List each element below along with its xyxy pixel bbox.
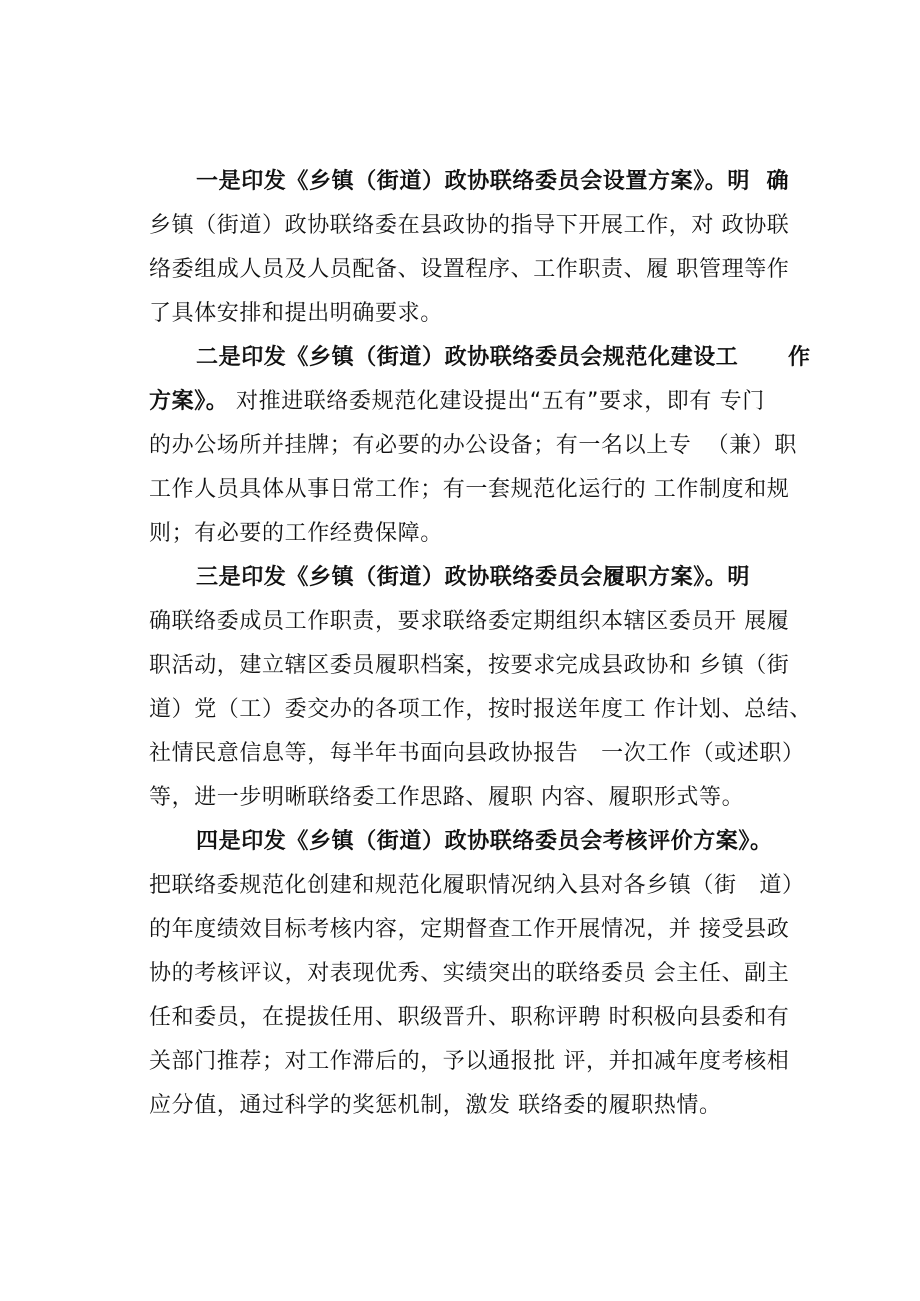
section-2-heading-line-1: 二是印发《乡镇（街道）政协联络委员会规范化建设工 作 [196, 345, 811, 370]
section-2-body-line-4: 则；有必要的工作经费保障。 [149, 521, 443, 546]
section-3-heading-line-1: 三是印发《乡镇（街道）政协联络委员会履职方案》。明 [196, 565, 751, 590]
section-4-heading-line-1: 四是印发《乡镇（街道）政协联络委员会考核评价方案》。 [196, 829, 773, 854]
section-3-body-line-1: 确联络委成员工作职责，要求联络委定期组织本辖区委员开 展履 [149, 609, 790, 634]
section-4-body-line-6: 应分值，通过科学的奖惩机制，激发 联络委的履职热情。 [149, 1093, 722, 1118]
section-4-body-line-4: 任和委员，在提拔任用、职级晋升、职称评聘 时积极向县委和有 [149, 1005, 790, 1030]
section-2-heading-line-2: 方案》。 [149, 389, 229, 414]
section-2-body-line-2: 的办公场所并挂牌；有必要的办公设备；有一名以上专 （兼）职 [149, 433, 797, 458]
section-1-body-line-2: 络委组成人员及人员配备、设置程序、工作职责、履 职管理等作 [149, 257, 790, 282]
section-4-body-line-2: 的年度绩效目标考核内容，定期督查工作开展情况，并 接受县政 [149, 917, 790, 942]
section-4-body-line-1: 把联络委规范化创建和规范化履职情况纳入县对各乡镇（街 道） [149, 873, 805, 898]
section-3-body-line-4: 社情民意信息等，每半年书面向县政协报告 一次工作（或述职） [149, 741, 805, 766]
section-1-body-line-1: 乡镇（街道）政协联络委在县政协的指导下开展工作，对 政协联 [149, 213, 790, 238]
section-2-body-line-3: 工作人员具体从事日常工作；有一套规范化运行的 工作制度和规 [149, 477, 790, 502]
section-1-heading-line-1: 一是印发《乡镇（街道）政协联络委员会设置方案》。明 确 [196, 169, 790, 194]
section-2-body-line-1: 对推进联络委规范化建设提出“五有”要求，即有 专门 [236, 389, 765, 414]
section-3-body-line-2: 职活动，建立辖区委员履职档案，按要求完成县政协和 乡镇（街 [149, 653, 790, 678]
section-4-body-line-3: 协的考核评议，对表现优秀、实绩突出的联络委员 会主任、副主 [149, 961, 790, 986]
section-3-body-line-5: 等，进一步明晰联络委工作思路、履职 内容、履职形式等。 [149, 785, 745, 810]
section-1-body-line-3: 了具体安排和提出明确要求。 [149, 301, 443, 326]
section-3-body-line-3: 道）党（工）委交办的各项工作，按时报送年度工 作计划、总结、 [149, 697, 812, 722]
section-4-body-line-5: 关部门推荐；对工作滞后的，予以通报批 评，并扣减年度考核相 [149, 1049, 790, 1074]
